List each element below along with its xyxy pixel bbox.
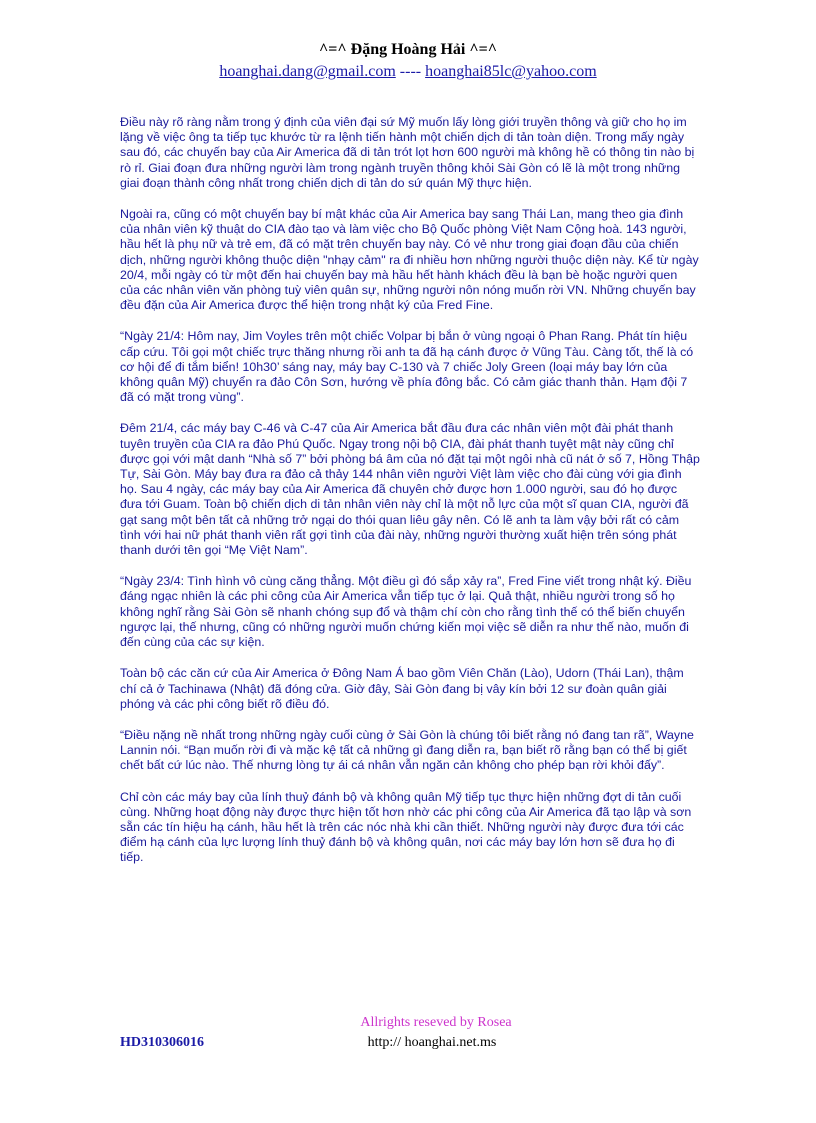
- paragraph: “Ngày 23/4: Tình hình vô cùng căng thẳng. Một điều gì đó sắp xảy ra”, Fred Fine viết trong nhật ký. Điều đáng ngạc nhiên là các phi công của Air America vẫn tiếp tục ở lại. Quả thật, nhiều người trong số họ không nghĩ rằng Sài Gòn sẽ nhanh chóng sụp đổ và thậm chí còn cho rằng tình thế có thể biến chuyển ngược lại, thế nhưng, cũng có những người muốn chứng kiến mọi việc sẽ diễn ra như thế nào, muốn đi đến cùng của các sự kiện.: [120, 574, 692, 650]
- footer-rights: Allrights reseved by Rosea: [360, 1015, 512, 1030]
- paragraph: Toàn bộ các căn cứ của Air America ở Đông Nam Á bao gồm Viên Chăn (Lào), Udorn (Thái Lan), thậm chí cả ở Tachinawa (Nhật) đã đóng cửa. Giờ đây, Sài Gòn đang bị vây kín bởi 12 sư đoàn quân giải phóng và các phi công biết rõ điều đó.: [120, 666, 684, 711]
- author-title: ^=^ Đặng Hoàng Hải ^=^: [318, 41, 498, 58]
- email-link-gmail[interactable]: hoanghai.dang@gmail.com: [219, 63, 396, 80]
- contact-emails: [0, 62, 816, 82]
- paragraph: “Ngày 21/4: Hôm nay, Jim Voyles trên một chiếc Volpar bị bắn ở vùng ngoại ô Phan Rang. Phát tín hiệu cấp cứu. Tôi gọi một chiếc trực thăng nhưng rồi anh ta đã hạ cánh được ở Vũng Tàu. Càng tốt, thế là có cơ hội để đi tắm biển! 10h30’ sáng nay, máy bay C-130 và 7 chiếc Joly Green (loại máy bay lớn của không quân Mỹ) chuyển ra đảo Côn Sơn, hướng về phía đông bắc. Có cảm giác thanh thản. Hạm đội 7 đã có mặt trong vùng”.: [120, 329, 694, 405]
- paragraph: “Điều nặng nề nhất trong những ngày cuối cùng ở Sài Gòn là chúng tôi biết rằng nó đang tan rã”, Wayne Lannin nói. “Bạn muốn rời đi và mặc kệ tất cả những gì đang diễn ra, bạn biết rõ rằng bạn có thể bị giết chết bất cứ lúc nào. Thế nhưng lòng tự ái cá nhân vẫn ngăn cản không cho phép bạn rời khỏi đấy”.: [120, 727, 694, 773]
- article-body: [120, 115, 700, 882]
- document-code: HD310306016: [120, 1035, 204, 1050]
- paragraph: Ngoài ra, cũng có một chuyến bay bí mật khác của Air America bay sang Thái Lan, mang theo gia đình của nhân viên kỹ thuật do CIA đào tạo và làm việc cho Bộ Quốc phòng Việt Nam Cộng hoà. 143 người, hầu hết là phụ nữ và trẻ em, đã có mặt trên chuyến bay này. Có vẻ như trong giai đoạn đầu của chiến dịch, những người không thuộc diện "nhạy cảm" ra đi nhiều hơn những người thuộc diện này. Kể từ ngày 20/4, mỗi ngày có từ một đến hai chuyến bay mà hầu hết hành khách đều là bạn bè hoặc người quen của các nhân viên văn phòng tuỳ viên quân sự, những người nôn nóng muốn rời VN. Những chuyến bay đều đặn của Air America được thể hiện trong nhật ký của Fred Fine.: [120, 207, 699, 313]
- page-header: [0, 40, 816, 82]
- footer-url: http:// hoanghai.net.ms: [367, 1035, 497, 1050]
- email-link-yahoo[interactable]: hoanghai85lc@yahoo.com: [425, 63, 597, 80]
- paragraph: Đêm 21/4, các máy bay C-46 và C-47 của Air America bắt đầu đưa các nhân viên một đài phát thanh tuyên truyền của CIA ra đảo Phú Quốc. Ngay trong nội bộ CIA, đài phát thanh tuyệt mật này cũng chỉ được gọi với mật danh “Nhà số 7” bởi phòng bá âm của nó đặt tại một ngôi nhà cũ nát ở số 7, Hồng Thập Tự, Sài Gòn. Máy bay đưa ra đảo cả thảy 144 nhân viên người Việt làm việc cho đài cùng với gia đình họ. Sau 4 ngày, các máy bay của Air America đã chuyên chở được hơn 1.000 người, sau đó họ được đưa tới Guam. Toàn bộ chiến dịch di tản nhân viên này chỉ là một nỗ lực của một sĩ quan CIA, người đã gạt sang một bên tất cả những trở ngại do thói quan liêu gây nên. Có lẽ anh ta làm vậy bởi rất có cảm tình với hai nữ phát thanh viên rất gợi tình của đài này, những người thường xuất hiện trên sóng phát thanh dưới tên gọi “Mẹ Việt Nam”.: [120, 421, 700, 558]
- paragraph: Chỉ còn các máy bay của lính thuỷ đánh bộ và không quân Mỹ tiếp tục thực hiện những đợt di tản cuối cùng. Những hoạt động này được thực hiện tốt hơn nhờ các phi công của Air America đã tạo lập và sơn sẵn các tín hiệu hạ cánh, hầu hết là trên các nóc nhà khi cần thiết. Những người này được đưa tới các điểm hạ cánh của lực lượng lính thuỷ đánh bộ và không quân, nơi các máy bay lớn hơn sẽ đưa họ đi tiếp.: [120, 789, 692, 865]
- email-separator: ----: [395, 63, 426, 80]
- paragraph: Điều này rõ ràng nằm trong ý định của viên đại sứ Mỹ muốn lấy lòng giới truyền thông và giữ cho họ im lặng về việc ông ta tiếp tục khước từ ra lệnh tiến hành một chiến dịch di tản toàn diện. Trong mấy ngày sau đó, các chuyến bay của Air America đã di tản trót lọt hơn 600 người mà không hề có thông tin nào bị rò rỉ. Giai đoạn đưa những người làm trong ngành truyền thông khỏi Sài Gòn có lẽ là một trong những giai đoạn thành công nhất trong chiến dịch di tản do sứ quán Mỹ thực hiện.: [120, 115, 695, 190]
